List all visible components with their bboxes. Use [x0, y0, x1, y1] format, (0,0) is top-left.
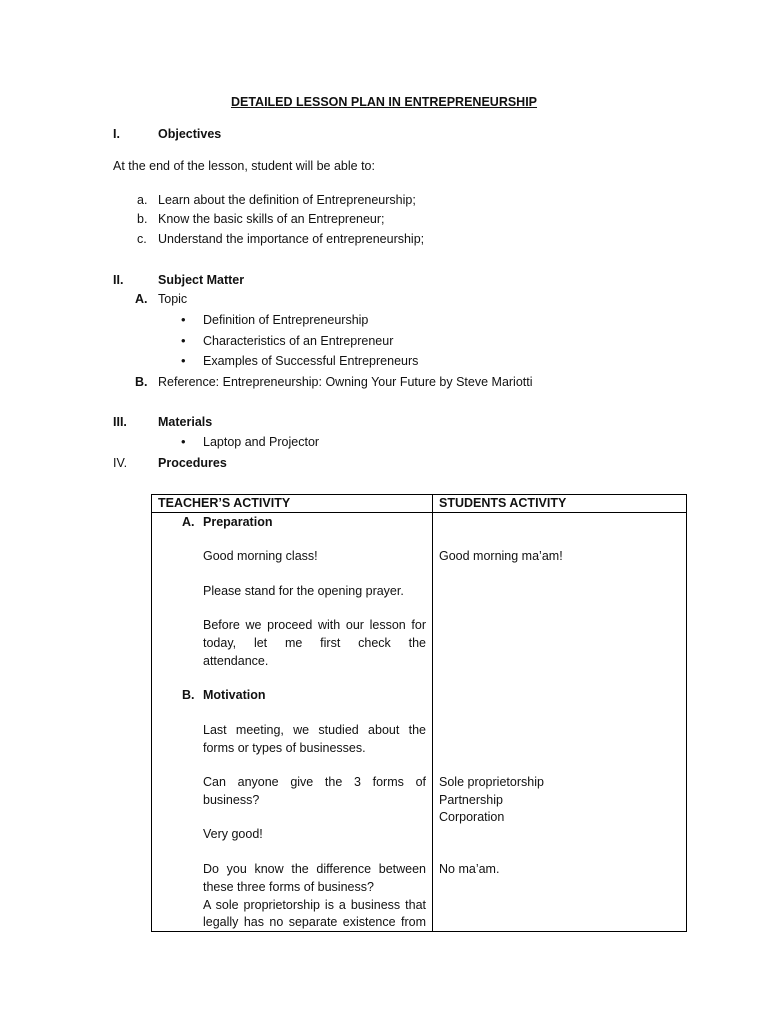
objective-item: Learn about the definition of Entrepreneurship;: [158, 193, 416, 207]
objective-letter: b.: [137, 212, 148, 226]
bullet-icon: •: [181, 312, 186, 327]
table-header-row: [152, 495, 687, 513]
section-numeral-subject-matter: II.: [113, 273, 124, 287]
section-heading-materials: Materials: [158, 415, 213, 429]
section-heading-objectives: Objectives: [158, 127, 222, 141]
teacher-activity-cell: [152, 513, 433, 932]
objectives-intro: At the end of the lesson, student will be able to:: [113, 159, 375, 173]
teacher-greeting: Good morning class!: [203, 549, 318, 563]
motivation-heading: Motivation: [203, 688, 266, 702]
students-form-item: Partnership: [439, 793, 503, 807]
teacher-praise: Very good!: [203, 827, 263, 841]
procedures-table: [151, 494, 687, 932]
section-heading-procedures: Procedures: [158, 456, 227, 470]
column-header-teacher: TEACHER’S ACTIVITY: [152, 495, 433, 513]
teacher-question-line: business?: [203, 793, 260, 807]
section-heading-subject-matter: Subject Matter: [158, 273, 245, 287]
objective-letter: c.: [137, 232, 147, 246]
teacher-difference-line: Do you know the difference between: [203, 862, 426, 876]
teacher-question-line: Can anyone give the 3 forms of: [203, 775, 426, 789]
document-title: DETAILED LESSON PLAN IN ENTREPRENEURSHIP: [230, 95, 538, 109]
students-greeting: Good morning ma’am!: [439, 549, 563, 563]
bullet-icon: •: [181, 434, 186, 449]
topic-label: Topic: [158, 292, 188, 306]
students-activity-cell: [433, 513, 687, 932]
topic-letter: A.: [135, 292, 148, 306]
teacher-sole-line: A sole proprietorship is a business that: [203, 898, 426, 912]
topic-item: Characteristics of an Entrepreneur: [203, 334, 394, 348]
reference-text: Reference: Entrepreneurship: Owning Your Future by Steve Mariotti: [158, 375, 533, 389]
topic-item: Definition of Entrepreneurship: [203, 313, 369, 327]
reference-letter: B.: [135, 375, 148, 389]
topic-item: Examples of Successful Entrepreneurs: [203, 354, 419, 368]
teacher-difference-line: these three forms of business?: [203, 880, 374, 894]
column-header-students: STUDENTS ACTIVITY: [433, 495, 687, 513]
table-row: [152, 513, 687, 932]
section-numeral-objectives: I.: [113, 127, 120, 141]
bullet-icon: •: [181, 353, 186, 368]
teacher-prayer: Please stand for the opening prayer.: [203, 584, 404, 598]
teacher-last-meeting-line: Last meeting, we studied about the: [203, 723, 426, 737]
teacher-last-meeting-line: forms or types of businesses.: [203, 741, 366, 755]
teacher-attendance-line: Before we proceed with our lesson for: [203, 618, 426, 632]
objective-item: Understand the importance of entrepreneurship;: [158, 232, 425, 246]
teacher-attendance-line: attendance.: [203, 654, 269, 668]
students-form-item: Sole proprietorship: [439, 775, 544, 789]
motivation-letter: B.: [182, 688, 195, 702]
objective-letter: a.: [137, 193, 148, 207]
materials-item: Laptop and Projector: [203, 435, 320, 449]
teacher-attendance-line: today, let me first check the: [203, 636, 426, 650]
teacher-sole-line: legally has no separate existence from: [203, 915, 426, 929]
students-answer-no: No ma’am.: [439, 862, 500, 876]
bullet-icon: •: [181, 333, 186, 348]
objective-item: Know the basic skills of an Entrepreneur;: [158, 212, 385, 226]
section-numeral-procedures: IV.: [113, 456, 128, 470]
preparation-letter: A.: [182, 515, 195, 529]
students-form-item: Corporation: [439, 810, 505, 824]
section-numeral-materials: III.: [113, 415, 127, 429]
preparation-heading: Preparation: [203, 515, 273, 529]
